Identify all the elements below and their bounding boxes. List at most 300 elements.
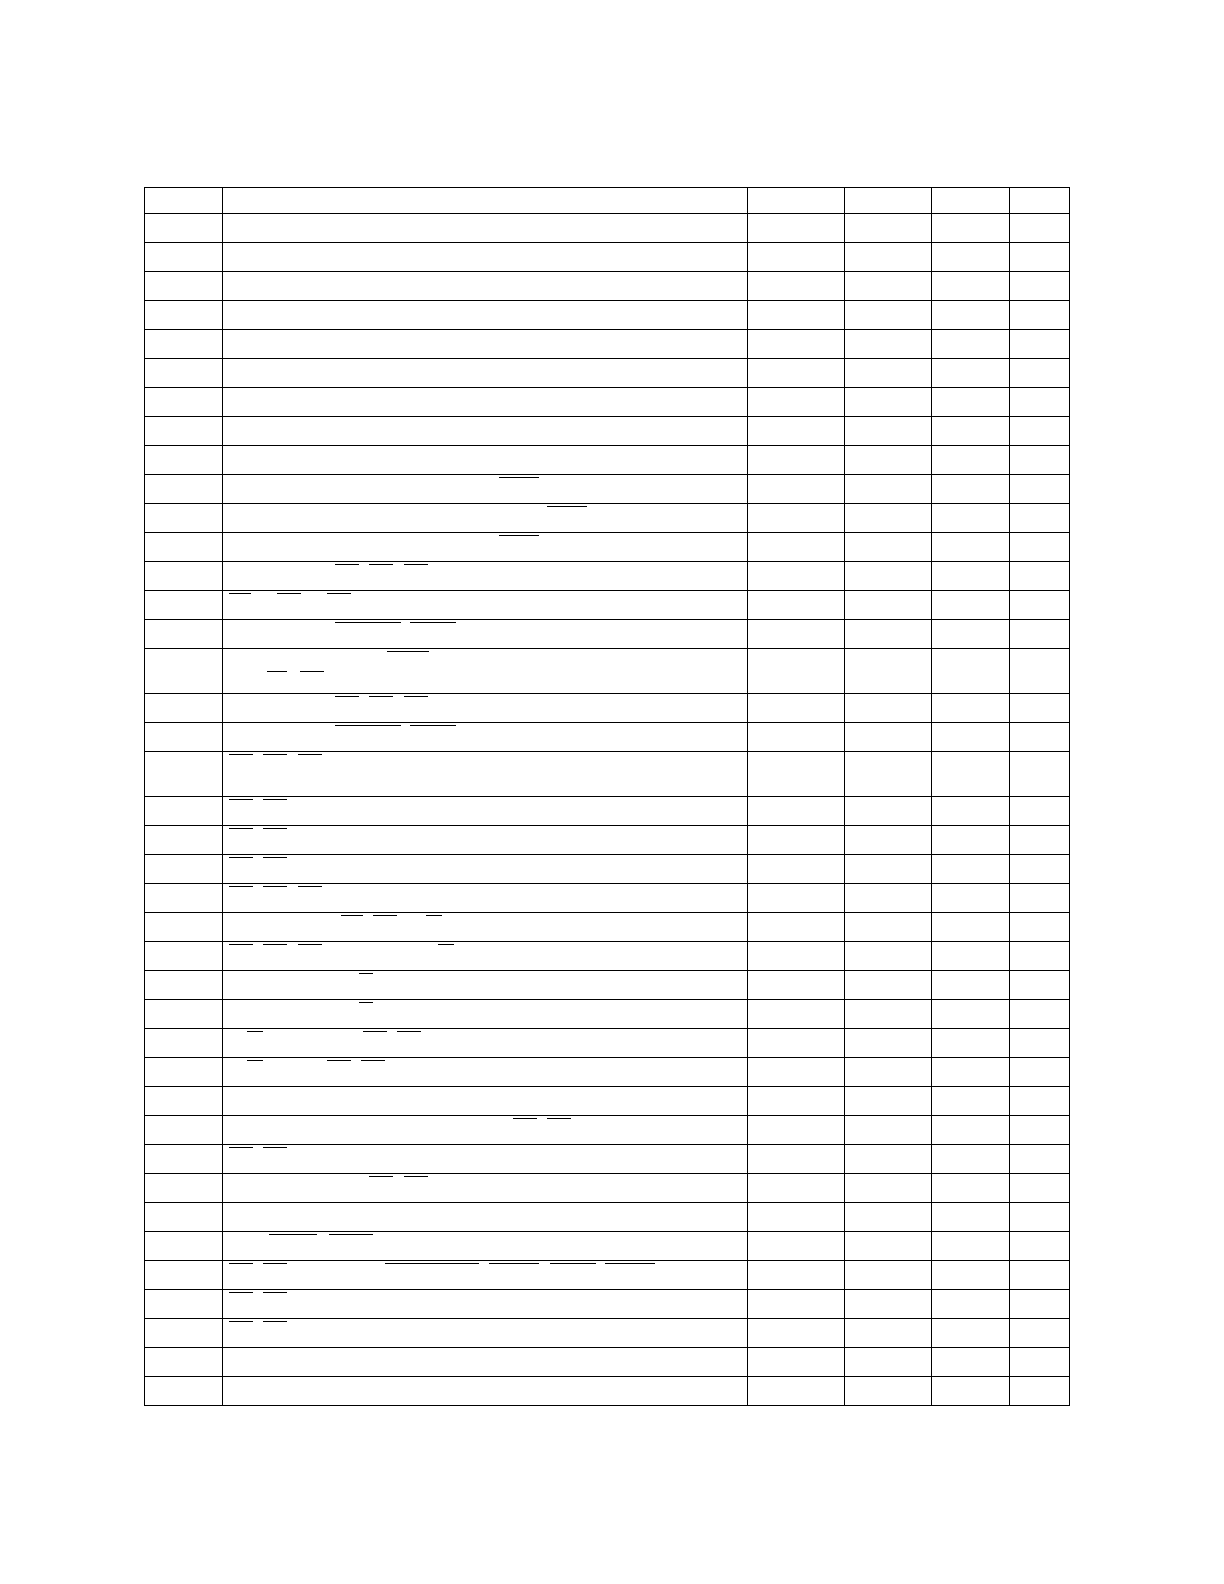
table-cell (145, 1290, 223, 1319)
overline-mark (499, 535, 539, 536)
table-cell (223, 1203, 748, 1232)
table-cell (223, 649, 748, 694)
table-cell (845, 1261, 932, 1290)
table-row (145, 417, 1070, 446)
table-cell (748, 1348, 845, 1377)
table-cell (748, 1087, 845, 1116)
overline-mark (229, 1263, 253, 1264)
table-cell (223, 855, 748, 884)
table-row (145, 1261, 1070, 1290)
table-cell (932, 913, 1010, 942)
table-row (145, 694, 1070, 723)
table-cell (932, 504, 1010, 533)
table-cell (748, 620, 845, 649)
table-cell (748, 591, 845, 620)
table-cell (223, 417, 748, 446)
table-cell (932, 1087, 1010, 1116)
table-cell (223, 562, 748, 591)
table-cell (845, 1029, 932, 1058)
table-cell (1010, 1087, 1070, 1116)
table-cell (223, 1232, 748, 1261)
table-cell (1010, 1145, 1070, 1174)
table-cell (748, 797, 845, 826)
table-cell (145, 504, 223, 533)
table-cell (932, 694, 1010, 723)
table-cell (845, 562, 932, 591)
overline-mark (369, 696, 393, 697)
overline-mark (329, 1234, 373, 1235)
table-cell (145, 1348, 223, 1377)
table-cell (748, 723, 845, 752)
table-cell (145, 359, 223, 388)
overline-mark (335, 696, 359, 697)
table-row (145, 301, 1070, 330)
overline-mark (550, 1263, 596, 1264)
table-cell (145, 1029, 223, 1058)
table-cell (223, 826, 748, 855)
table-cell (1010, 694, 1070, 723)
table-cell (145, 562, 223, 591)
table-cell (932, 591, 1010, 620)
table-cell (748, 1261, 845, 1290)
overline-mark (359, 973, 373, 974)
table-cell (932, 1232, 1010, 1261)
table-cell (932, 301, 1010, 330)
overline-mark (263, 1263, 287, 1264)
table-cell (845, 1348, 932, 1377)
table-row (145, 330, 1070, 359)
overline-mark (335, 725, 401, 726)
table-cell (1010, 723, 1070, 752)
overline-mark (298, 754, 322, 755)
table-cell (1010, 884, 1070, 913)
table-cell (145, 272, 223, 301)
table-cell (748, 1290, 845, 1319)
table-cell (748, 446, 845, 475)
overline-mark (385, 1263, 479, 1264)
table-cell (1010, 649, 1070, 694)
table-cell (1010, 797, 1070, 826)
table-row (145, 1058, 1070, 1087)
table-row (145, 1145, 1070, 1174)
table-cell (1010, 562, 1070, 591)
overline-mark (547, 1118, 571, 1119)
table-row (145, 723, 1070, 752)
table-row (145, 591, 1070, 620)
table-cell (845, 475, 932, 504)
table-cell (932, 1377, 1010, 1406)
table-cell (145, 533, 223, 562)
table-cell (145, 620, 223, 649)
table-cell (145, 913, 223, 942)
table-cell (1010, 504, 1070, 533)
table-cell (748, 188, 845, 214)
overline-mark (229, 593, 251, 594)
table-cell (932, 752, 1010, 797)
table-cell (845, 913, 932, 942)
table-cell (845, 797, 932, 826)
table-cell (932, 942, 1010, 971)
table-cell (845, 1058, 932, 1087)
table-cell (223, 1058, 748, 1087)
table-cell (748, 1174, 845, 1203)
table-row (145, 752, 1070, 797)
overline-mark (247, 1031, 263, 1032)
table-cell (748, 971, 845, 1000)
overline-mark (404, 1176, 428, 1177)
table-cell (748, 942, 845, 971)
table-cell (145, 942, 223, 971)
table-row (145, 649, 1070, 694)
table-cell (1010, 1058, 1070, 1087)
table-cell (932, 1029, 1010, 1058)
table-cell (748, 475, 845, 504)
table-cell (932, 884, 1010, 913)
table-cell (932, 446, 1010, 475)
table-cell (748, 913, 845, 942)
table-row (145, 504, 1070, 533)
table-cell (145, 826, 223, 855)
table-cell (223, 1029, 748, 1058)
table-cell (932, 855, 1010, 884)
table-cell (932, 723, 1010, 752)
overline-mark (341, 915, 363, 916)
table-cell (145, 1087, 223, 1116)
overline-mark (387, 651, 429, 652)
table-row (145, 1319, 1070, 1348)
table-cell (845, 1377, 932, 1406)
table-cell (1010, 752, 1070, 797)
table-cell (932, 620, 1010, 649)
table-cell (145, 475, 223, 504)
table-cell (145, 1000, 223, 1029)
table-cell (1010, 301, 1070, 330)
overline-mark (327, 1060, 351, 1061)
table-cell (932, 797, 1010, 826)
overline-mark (229, 799, 253, 800)
overline-mark (277, 593, 301, 594)
overline-mark (363, 1031, 387, 1032)
table-cell (145, 723, 223, 752)
table-cell (223, 1290, 748, 1319)
overline-mark (410, 622, 456, 623)
table-cell (1010, 1000, 1070, 1029)
table-row (145, 620, 1070, 649)
overline-mark (229, 944, 253, 945)
table-row (145, 797, 1070, 826)
document-table-wrapper (144, 187, 1069, 1406)
table-cell (845, 855, 932, 884)
table-cell (748, 301, 845, 330)
table-cell (223, 971, 748, 1000)
table-cell (748, 214, 845, 243)
overline-mark (263, 1292, 287, 1293)
table-cell (932, 359, 1010, 388)
table-cell (845, 243, 932, 272)
overline-mark (335, 564, 359, 565)
table-cell (845, 1000, 932, 1029)
table-cell (223, 1319, 748, 1348)
table-cell (1010, 913, 1070, 942)
table-cell (932, 417, 1010, 446)
table-cell (223, 504, 748, 533)
table-cell (748, 1203, 845, 1232)
table-cell (845, 188, 932, 214)
table-cell (932, 649, 1010, 694)
overline-mark (263, 886, 287, 887)
table-cell (1010, 971, 1070, 1000)
table-cell (748, 504, 845, 533)
table-cell (223, 188, 748, 214)
overline-mark (513, 1118, 537, 1119)
table-cell (223, 301, 748, 330)
table-cell (1010, 1174, 1070, 1203)
table-row (145, 942, 1070, 971)
table-cell (1010, 388, 1070, 417)
overline-mark (547, 506, 587, 507)
table-cell (932, 562, 1010, 591)
table-cell (223, 214, 748, 243)
table-cell (845, 884, 932, 913)
overline-mark (263, 828, 287, 829)
table-cell (223, 1087, 748, 1116)
table-cell (932, 188, 1010, 214)
table-cell (223, 330, 748, 359)
table-cell (223, 723, 748, 752)
table-cell (845, 1290, 932, 1319)
overline-mark (263, 754, 287, 755)
table-cell (748, 694, 845, 723)
table-cell (223, 1000, 748, 1029)
table-cell (932, 1174, 1010, 1203)
table-cell (1010, 591, 1070, 620)
table-cell (223, 475, 748, 504)
overline-mark (404, 696, 428, 697)
table-cell (1010, 1116, 1070, 1145)
table-cell (1010, 1203, 1070, 1232)
table-cell (223, 1348, 748, 1377)
table-row (145, 1377, 1070, 1406)
table-cell (223, 591, 748, 620)
overline-mark (499, 477, 539, 478)
table-cell (932, 1348, 1010, 1377)
table-cell (223, 1377, 748, 1406)
overline-mark (369, 564, 393, 565)
table-cell (845, 1319, 932, 1348)
overline-mark (229, 754, 253, 755)
table-cell (748, 1000, 845, 1029)
document-table (144, 187, 1070, 1406)
table-cell (845, 504, 932, 533)
table-cell (145, 971, 223, 1000)
overline-mark (263, 1321, 287, 1322)
table-cell (748, 649, 845, 694)
table-cell (145, 1377, 223, 1406)
table-cell (223, 797, 748, 826)
overline-mark (605, 1263, 655, 1264)
table-cell (932, 533, 1010, 562)
table-cell (845, 1174, 932, 1203)
table-cell (748, 1029, 845, 1058)
table-cell (223, 694, 748, 723)
table-cell (223, 884, 748, 913)
overline-mark (229, 1292, 253, 1293)
table-cell (223, 1174, 748, 1203)
table-cell (932, 388, 1010, 417)
table-cell (845, 417, 932, 446)
table-cell (145, 243, 223, 272)
overline-mark (263, 1147, 287, 1148)
overline-mark (269, 1234, 317, 1235)
table-cell (145, 1232, 223, 1261)
table-row (145, 855, 1070, 884)
table-cell (223, 1261, 748, 1290)
overline-mark (327, 593, 351, 594)
overline-mark (361, 1060, 385, 1061)
table-cell (932, 272, 1010, 301)
table-cell (1010, 855, 1070, 884)
table-row (145, 1029, 1070, 1058)
overline-mark (247, 1060, 263, 1061)
table-cell (223, 533, 748, 562)
table-cell (748, 855, 845, 884)
table-cell (932, 1000, 1010, 1029)
table-cell (223, 620, 748, 649)
table-cell (845, 301, 932, 330)
overline-mark (229, 1147, 253, 1148)
table-cell (845, 942, 932, 971)
table-cell (145, 694, 223, 723)
table-cell (145, 884, 223, 913)
table-cell (1010, 942, 1070, 971)
table-cell (748, 1319, 845, 1348)
table-cell (223, 243, 748, 272)
overline-mark (426, 915, 442, 916)
table-cell (845, 591, 932, 620)
table-row (145, 1174, 1070, 1203)
table-row (145, 243, 1070, 272)
table-cell (145, 446, 223, 475)
table-row (145, 214, 1070, 243)
overline-mark (263, 799, 287, 800)
overline-mark (410, 725, 456, 726)
table-cell (845, 1203, 932, 1232)
table-cell (1010, 272, 1070, 301)
table-cell (845, 388, 932, 417)
table-cell (932, 1116, 1010, 1145)
table-cell (1010, 620, 1070, 649)
table-row (145, 1290, 1070, 1319)
table-cell (145, 797, 223, 826)
table-cell (1010, 826, 1070, 855)
overline-mark (369, 1176, 393, 1177)
table-cell (748, 752, 845, 797)
table-cell (932, 826, 1010, 855)
table-cell (748, 1377, 845, 1406)
table-row (145, 388, 1070, 417)
table-cell (145, 1319, 223, 1348)
table-cell (932, 1058, 1010, 1087)
table-cell (145, 188, 223, 214)
table-cell (932, 243, 1010, 272)
table-row (145, 971, 1070, 1000)
table-cell (845, 1087, 932, 1116)
table-row (145, 475, 1070, 504)
table-cell (748, 826, 845, 855)
overline-mark (373, 915, 397, 916)
table-cell (223, 388, 748, 417)
table-cell (932, 330, 1010, 359)
table-row (145, 884, 1070, 913)
overline-mark (404, 564, 428, 565)
table-cell (145, 1261, 223, 1290)
table-cell (145, 1145, 223, 1174)
table-cell (932, 475, 1010, 504)
table-row (145, 1203, 1070, 1232)
overline-mark (397, 1031, 421, 1032)
table-row (145, 533, 1070, 562)
table-cell (845, 330, 932, 359)
overline-mark (335, 622, 401, 623)
table-cell (845, 272, 932, 301)
table-cell (932, 1319, 1010, 1348)
table-cell (145, 752, 223, 797)
table-cell (845, 359, 932, 388)
table-cell (1010, 359, 1070, 388)
table-cell (1010, 417, 1070, 446)
table-row (145, 913, 1070, 942)
table-row (145, 1232, 1070, 1261)
table-row (145, 359, 1070, 388)
table-cell (932, 1261, 1010, 1290)
table-cell (748, 330, 845, 359)
overline-mark (489, 1263, 539, 1264)
table-cell (845, 826, 932, 855)
overline-mark (229, 1321, 253, 1322)
table-cell (932, 1203, 1010, 1232)
table-cell (1010, 243, 1070, 272)
table-cell (1010, 1377, 1070, 1406)
table-cell (845, 214, 932, 243)
overline-mark (298, 886, 322, 887)
table-cell (223, 272, 748, 301)
table-cell (223, 942, 748, 971)
overline-mark (229, 886, 253, 887)
table-cell (1010, 1029, 1070, 1058)
table-cell (932, 1145, 1010, 1174)
table-cell (845, 620, 932, 649)
table-cell (1010, 1261, 1070, 1290)
table-cell (223, 1145, 748, 1174)
table-cell (748, 388, 845, 417)
table-cell (1010, 533, 1070, 562)
table-cell (145, 1174, 223, 1203)
table-row (145, 272, 1070, 301)
table-cell (1010, 1290, 1070, 1319)
table-cell (845, 1145, 932, 1174)
table-cell (932, 1290, 1010, 1319)
table-cell (145, 1203, 223, 1232)
table-row (145, 446, 1070, 475)
table-cell (748, 1058, 845, 1087)
table-row (145, 826, 1070, 855)
table-cell (1010, 330, 1070, 359)
overline-mark (229, 857, 253, 858)
overline-mark (438, 944, 454, 945)
table-row (145, 1348, 1070, 1377)
table-cell (748, 1116, 845, 1145)
overline-mark (263, 944, 287, 945)
